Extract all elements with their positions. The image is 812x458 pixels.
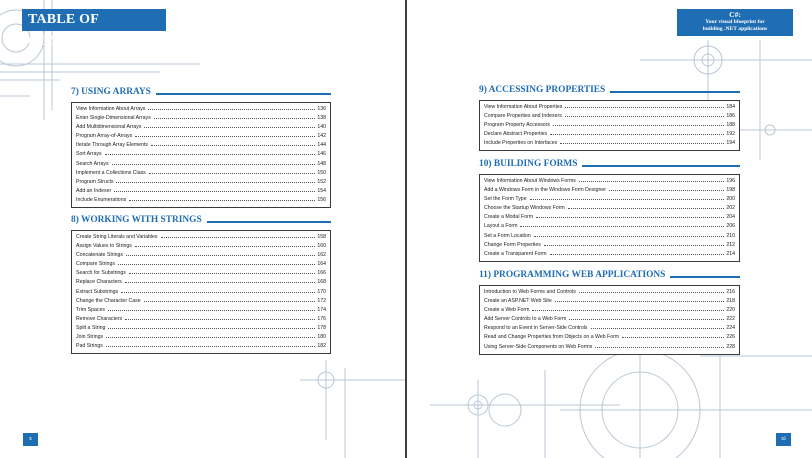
- toc-entry-page: 160: [317, 243, 326, 250]
- toc-entry: [484, 315, 735, 324]
- dot-leader: [151, 145, 315, 146]
- toc-entry-page: 172: [317, 297, 326, 304]
- toc-entry: [76, 333, 326, 342]
- toc-entry-page: 228: [726, 343, 735, 350]
- toc-entry: [484, 250, 735, 259]
- toc-entry: [484, 195, 735, 204]
- dot-leader: [520, 226, 724, 227]
- toc-entry: [484, 204, 735, 213]
- page-number-right: xi: [776, 433, 791, 446]
- dot-leader: [534, 236, 725, 237]
- toc-entry-title: Introduction to Web Forms and Controls: [484, 289, 576, 295]
- dot-leader: [129, 200, 315, 201]
- toc-entry: [484, 130, 735, 139]
- section-building-forms: [479, 158, 740, 262]
- section-header: [71, 214, 331, 228]
- toc-entry-page: 162: [317, 252, 326, 259]
- book-title-short: C#:: [729, 10, 741, 19]
- dot-leader: [106, 346, 316, 347]
- section-entries: [479, 285, 740, 355]
- toc-banner: TABLE OF CONTENTS: [22, 9, 166, 31]
- dot-leader: [579, 181, 724, 182]
- toc-entry: [76, 260, 326, 269]
- toc-entry-title: Create String Literals and Variables: [76, 234, 158, 240]
- toc-entry: [484, 232, 735, 241]
- toc-entry-title: Change the Character Case: [76, 297, 141, 304]
- toc-entry: [76, 160, 326, 169]
- toc-entry-title: Set the Form Type: [484, 196, 527, 203]
- toc-entry-title: View Information About Properties: [484, 104, 563, 110]
- toc-entry: [76, 306, 326, 315]
- dot-leader: [125, 319, 315, 320]
- toc-entry-page: 200: [726, 196, 735, 203]
- page-gutter: [405, 0, 407, 458]
- toc-entry: [76, 114, 326, 123]
- dot-leader: [114, 191, 315, 192]
- dot-leader: [126, 255, 315, 256]
- toc-entry: [76, 169, 326, 178]
- toc-entry-title: Include Properties on Interfaces: [484, 140, 558, 147]
- toc-entry-page: 184: [726, 104, 735, 110]
- toc-entry-page: 168: [317, 279, 326, 286]
- toc-entry-title: Choose the Startup Windows Form: [484, 205, 565, 212]
- toc-entry-title: Respond to an Event in Server-Side Controls: [484, 325, 588, 332]
- toc-entry: [484, 139, 735, 148]
- toc-entry-title: Set a Form Location: [484, 232, 531, 239]
- toc-entry: [76, 196, 326, 205]
- toc-entry-page: 136: [317, 106, 326, 112]
- toc-entry: [484, 306, 735, 315]
- toc-entry-page: 206: [726, 223, 735, 230]
- toc-entry: [484, 333, 735, 342]
- toc-entry: [76, 278, 326, 287]
- toc-entry-page: 146: [317, 151, 326, 158]
- toc-entry-title: Program Structs: [76, 178, 114, 185]
- section-header: [479, 269, 740, 283]
- toc-entry-page: 182: [317, 343, 326, 350]
- toc-entry-title: Compare Strings: [76, 261, 115, 268]
- toc-entry-title: Add an Indexer: [76, 187, 112, 194]
- dot-leader: [149, 173, 316, 174]
- toc-entry-title: View Information About Arrays: [76, 106, 146, 112]
- toc-entry-title: View Information About Windows Forms: [484, 178, 576, 184]
- dot-leader: [565, 107, 724, 108]
- toc-entry: [76, 187, 326, 196]
- toc-entry: [76, 178, 326, 187]
- dot-leader: [106, 337, 315, 338]
- book-tagline-line2: building .NET applications: [702, 26, 768, 32]
- section-header: [479, 84, 740, 98]
- toc-entry-page: 204: [726, 214, 735, 221]
- toc-entry: [484, 297, 735, 306]
- section-header: [479, 158, 740, 172]
- dot-leader: [609, 190, 724, 191]
- toc-entry: [76, 251, 326, 260]
- toc-entry: [76, 342, 326, 351]
- section-title: 8) WORKING WITH STRINGS: [71, 214, 207, 226]
- section-title: 9) ACCESSING PROPERTIES: [479, 84, 610, 96]
- dot-leader: [144, 301, 316, 302]
- toc-entry: [76, 269, 326, 278]
- dot-leader: [161, 237, 316, 238]
- toc-entry-title: Create a Web Form: [484, 307, 530, 314]
- toc-entry: [484, 213, 735, 222]
- dot-leader: [622, 337, 724, 338]
- toc-entry-title: Using Server-Side Components on Web Forms: [484, 343, 593, 350]
- toc-entry: [76, 242, 326, 251]
- toc-entry-title: Sort Arrays: [76, 151, 102, 158]
- toc-entry: [76, 132, 326, 141]
- dot-leader: [108, 328, 315, 329]
- toc-entry-page: 148: [317, 160, 326, 167]
- page-number-left: x: [23, 433, 38, 446]
- section-entries: [71, 230, 331, 354]
- toc-entry: [484, 177, 735, 186]
- toc-entry-page: 218: [726, 298, 735, 305]
- toc-entry-title: Replace Characters: [76, 279, 122, 286]
- toc-entry: [484, 112, 735, 121]
- dot-leader: [530, 199, 725, 200]
- toc-entry-page: 144: [317, 142, 326, 149]
- toc-entry: [76, 288, 326, 297]
- section-accessing-properties: [479, 84, 740, 151]
- dot-leader: [532, 310, 724, 311]
- toc-entry: [484, 121, 735, 130]
- toc-entry-page: 142: [317, 133, 326, 140]
- toc-entry-title: Join Strings: [76, 334, 104, 341]
- toc-entry-title: Add Multidimensional Arrays: [76, 124, 142, 131]
- toc-entry-page: 152: [317, 178, 326, 185]
- toc-entry: [76, 141, 326, 150]
- toc-entry-title: Add Server Controls to a Web Form: [484, 316, 567, 323]
- toc-entry: [484, 288, 735, 297]
- section-working-with-strings: [71, 214, 331, 354]
- toc-entry-title: Add a Windows Form in the Windows Form Designer: [484, 187, 606, 194]
- dot-leader: [595, 347, 724, 348]
- dot-leader: [108, 310, 315, 311]
- section-title: 11) PROGRAMMING WEB APPLICATIONS: [479, 269, 670, 281]
- toc-entry-title: Split a String: [76, 324, 106, 331]
- dot-leader: [135, 136, 315, 137]
- dot-leader: [591, 328, 725, 329]
- toc-entry-title: Search Arrays: [76, 160, 109, 167]
- dot-leader: [154, 118, 316, 119]
- toc-entry-page: 214: [726, 250, 735, 257]
- section-title: 10) BUILDING FORMS: [479, 158, 582, 170]
- toc-entry-page: 202: [726, 205, 735, 212]
- toc-entry-title: Pad Strings: [76, 343, 103, 350]
- toc-entry-page: 138: [317, 115, 326, 122]
- toc-entry-page: 156: [317, 196, 326, 203]
- toc-entry-page: 198: [726, 187, 735, 194]
- toc-entry-page: 140: [317, 124, 326, 131]
- dot-leader: [105, 154, 316, 155]
- toc-entry-page: 158: [317, 234, 326, 240]
- section-header: [71, 86, 331, 100]
- dot-leader: [568, 208, 725, 209]
- toc-entry-title: Enter Single-Dimensional Arrays: [76, 115, 151, 122]
- section-entries: [479, 100, 740, 151]
- dot-leader: [112, 164, 316, 165]
- toc-entry-page: 222: [726, 316, 735, 323]
- toc-entry-page: 180: [317, 334, 326, 341]
- toc-entry-title: Layout a Form: [484, 223, 518, 230]
- toc-entry-page: 196: [726, 178, 735, 184]
- toc-entry-page: 210: [726, 232, 735, 239]
- dot-leader: [536, 217, 724, 218]
- toc-entry-title: Implement a Collections Class: [76, 169, 146, 176]
- toc-entry-title: Concatenate Strings: [76, 252, 124, 259]
- toc-entry: [484, 103, 735, 112]
- toc-entry-title: Program Array-of-Arrays: [76, 133, 133, 140]
- toc-entry-page: 224: [726, 325, 735, 332]
- section-programming-web-applications: [479, 269, 740, 355]
- book-tagline-line1: Your visual blueprint for: [705, 19, 765, 25]
- toc-entry: [76, 297, 326, 306]
- dot-leader: [125, 282, 315, 283]
- toc-entry: [484, 343, 735, 352]
- toc-entry-title: Iterate Through Array Elements: [76, 142, 148, 149]
- toc-entry-title: Extract Substrings: [76, 288, 119, 295]
- toc-entry: [76, 150, 326, 159]
- dot-leader: [129, 273, 315, 274]
- toc-entry-page: 212: [726, 241, 735, 248]
- toc-entry-page: 220: [726, 307, 735, 314]
- toc-entry-title: Remove Characters: [76, 315, 123, 322]
- dot-leader: [118, 264, 315, 265]
- dot-leader: [569, 319, 724, 320]
- toc-entry-title: Create an ASP.NET Web Site: [484, 298, 552, 305]
- toc-entry-title: Search for Substrings: [76, 270, 126, 277]
- dot-leader: [116, 182, 315, 183]
- toc-entry-page: 150: [317, 169, 326, 176]
- dot-leader: [135, 246, 316, 247]
- toc-entry: [76, 105, 326, 114]
- toc-entry-page: 192: [726, 131, 735, 138]
- section-entries: [71, 102, 331, 208]
- toc-entry: [484, 186, 735, 195]
- toc-entry: [76, 324, 326, 333]
- toc-entry-page: 166: [317, 270, 326, 277]
- toc-entry: [484, 222, 735, 231]
- toc-entry-title: Assign Values to Strings: [76, 243, 132, 250]
- toc-entry-page: 178: [317, 324, 326, 331]
- book-tagline-box: [677, 9, 793, 36]
- toc-entry-title: Change Form Properties: [484, 241, 541, 248]
- section-title: 7) USING ARRAYS: [71, 86, 156, 98]
- toc-entry-page: 176: [317, 315, 326, 322]
- toc-entry: [484, 241, 735, 250]
- toc-entry-page: 216: [726, 289, 735, 295]
- dot-leader: [553, 125, 724, 126]
- dot-leader: [550, 134, 724, 135]
- toc-entry-title: Program Property Accessors: [484, 122, 551, 129]
- toc-entry-title: Declare Abstract Properties: [484, 131, 548, 138]
- dot-leader: [544, 245, 725, 246]
- toc-entry-page: 164: [317, 261, 326, 268]
- dot-leader: [121, 292, 315, 293]
- dot-leader: [579, 292, 724, 293]
- dot-leader: [148, 109, 315, 110]
- section-using-arrays: [71, 86, 331, 208]
- dot-leader: [560, 143, 724, 144]
- toc-entry-title: Trim Spaces: [76, 306, 105, 313]
- toc-entry: [76, 233, 326, 242]
- toc-entry: [76, 123, 326, 132]
- toc-entry-title: Compare Properties and Indexers: [484, 113, 562, 120]
- toc-entry: [484, 324, 735, 333]
- toc-entry-page: 174: [317, 306, 326, 313]
- toc-entry-title: Create a Transparent Form: [484, 250, 547, 257]
- toc-entry-page: 170: [317, 288, 326, 295]
- toc-entry: [76, 315, 326, 324]
- toc-entry-page: 226: [726, 334, 735, 341]
- dot-leader: [144, 127, 315, 128]
- toc-entry-page: 154: [317, 187, 326, 194]
- toc-entry-title: Create a Modal Form: [484, 214, 534, 221]
- toc-entry-page: 188: [726, 122, 735, 129]
- toc-entry-page: 186: [726, 113, 735, 120]
- toc-entry-title: Read and Change Properties from Objects on a Web Form: [484, 334, 620, 341]
- dot-leader: [550, 254, 725, 255]
- section-entries: [479, 174, 740, 262]
- toc-entry-title: Include Enumerations: [76, 196, 127, 203]
- dot-leader: [555, 301, 725, 302]
- toc-entry-page: 194: [726, 140, 735, 147]
- dot-leader: [565, 116, 724, 117]
